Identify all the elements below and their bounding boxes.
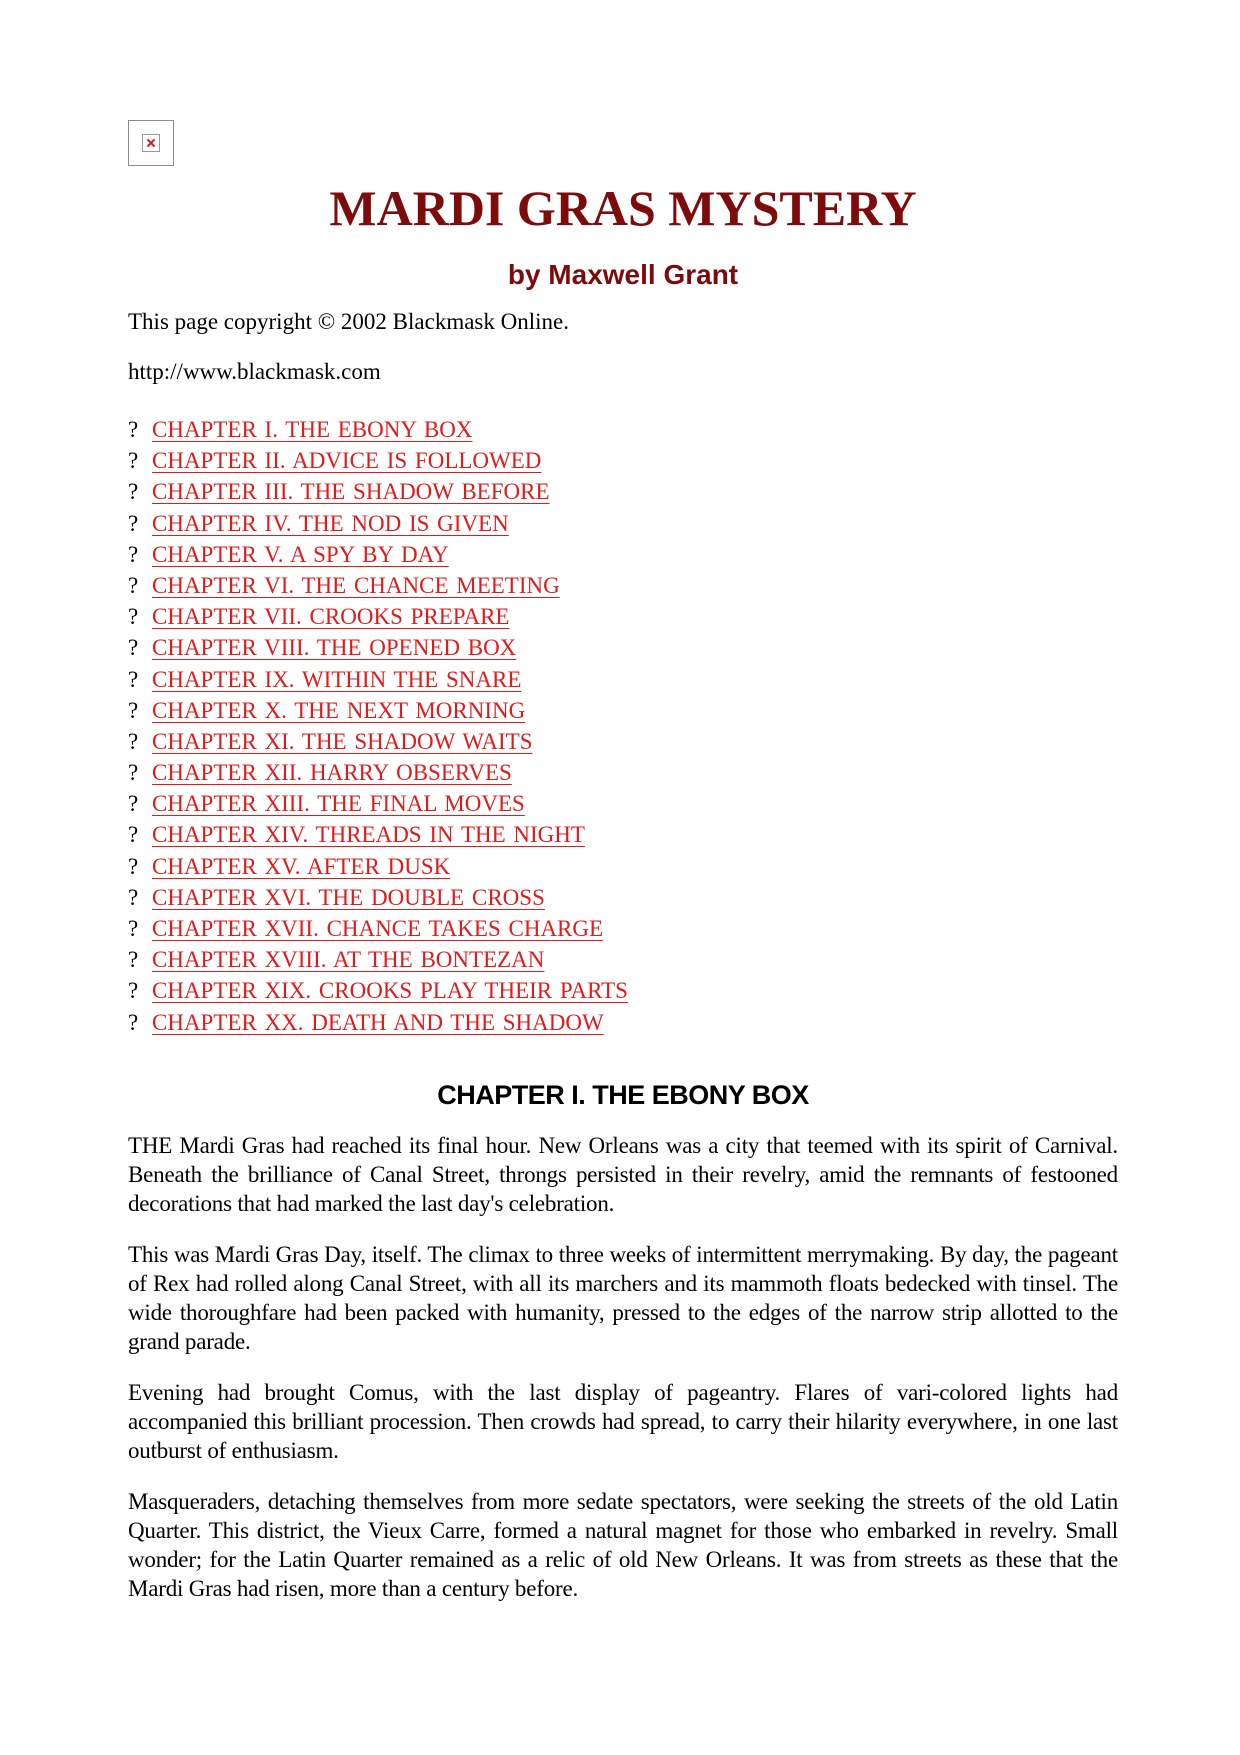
chapter-body bbox=[128, 1131, 1118, 1625]
broken-image-x-icon bbox=[142, 134, 160, 152]
toc-chapter-link[interactable]: CHAPTER VIII. THE OPENED BOX bbox=[152, 635, 517, 661]
toc-chapter-link[interactable]: CHAPTER XII. HARRY OBSERVES bbox=[152, 760, 512, 786]
toc-bullet: ? bbox=[128, 417, 139, 442]
toc-item bbox=[128, 726, 628, 757]
toc-chapter-link[interactable]: CHAPTER XX. DEATH AND THE SHADOW bbox=[152, 1009, 604, 1035]
toc-chapter-link[interactable]: CHAPTER XVIII. AT THE BONTEZAN bbox=[152, 947, 545, 973]
toc-bullet: ? bbox=[128, 510, 139, 536]
toc-item bbox=[128, 508, 628, 539]
body-paragraph: This was Mardi Gras Day, itself. The climax to three weeks of intermittent merrymaking. By day, the pageant of Rex had rolled along Canal Street, with all its marchers and its mammoth floats bedecked with tinsel. The wide thoroughfare had been packed with humanity, pressed to the edges of the narrow strip allotted to the grand parade. bbox=[128, 1242, 1118, 1354]
toc-item bbox=[128, 819, 628, 850]
toc-item bbox=[128, 664, 628, 695]
toc-item bbox=[128, 975, 628, 1006]
toc-bullet: ? bbox=[128, 666, 139, 692]
toc-bullet: ? bbox=[128, 853, 139, 879]
copyright-notice: This page copyright © 2002 Blackmask Online. bbox=[128, 309, 569, 334]
toc-chapter-link[interactable]: CHAPTER VI. THE CHANCE MEETING bbox=[152, 572, 560, 598]
toc-item bbox=[128, 695, 628, 726]
toc-item bbox=[128, 445, 628, 476]
toc-chapter-link[interactable]: CHAPTER XVI. THE DOUBLE CROSS bbox=[152, 884, 545, 910]
toc-bullet: ? bbox=[128, 884, 139, 910]
toc-bullet: ? bbox=[128, 728, 139, 754]
toc-item bbox=[128, 476, 628, 507]
toc-chapter-link[interactable]: CHAPTER XIII. THE FINAL MOVES bbox=[152, 791, 525, 817]
toc-item bbox=[128, 632, 628, 663]
toc-chapter-link[interactable]: CHAPTER X. THE NEXT MORNING bbox=[152, 697, 526, 723]
toc-item bbox=[128, 539, 628, 570]
toc-bullet: ? bbox=[128, 541, 139, 567]
body-paragraph: Evening had brought Comus, with the last display of pageantry. Flares of vari-colored lights had accompanied this brilliant procession. Then crowds had spread, to carry their hilarity everywhere, in one last outburst of enthusiasm. bbox=[128, 1380, 1118, 1463]
toc-bullet: ? bbox=[128, 448, 139, 474]
body-paragraph: THE Mardi Gras had reached its final hour. New Orleans was a city that teemed with its spirit of Carnival. Beneath the brilliance of Canal Street, throngs persisted in their revelry, amid the remnants of festooned decorations that had marked the last day's celebration. bbox=[128, 1133, 1118, 1216]
toc-chapter-link[interactable]: CHAPTER XIX. CROOKS PLAY THEIR PARTS bbox=[152, 978, 628, 1004]
toc-bullet: ? bbox=[128, 697, 139, 723]
table-of-contents bbox=[128, 414, 628, 1038]
chapter-heading: CHAPTER I. THE EBONY BOX bbox=[437, 1080, 809, 1110]
toc-chapter-link[interactable]: CHAPTER XVII. CHANCE TAKES CHARGE bbox=[152, 916, 604, 941]
toc-chapter-link[interactable]: CHAPTER V. A SPY BY DAY bbox=[152, 541, 449, 567]
toc-bullet: ? bbox=[128, 978, 139, 1004]
toc-item bbox=[128, 601, 628, 632]
toc-bullet: ? bbox=[128, 822, 139, 848]
toc-bullet: ? bbox=[128, 947, 139, 973]
document-title: MARDI GRAS MYSTERY bbox=[329, 180, 917, 236]
toc-item bbox=[128, 788, 628, 819]
toc-chapter-link[interactable]: CHAPTER XIV. THREADS IN THE NIGHT bbox=[152, 822, 585, 848]
toc-item bbox=[128, 757, 628, 788]
toc-bullet: ? bbox=[128, 479, 139, 505]
author-byline: by Maxwell Grant bbox=[507, 259, 739, 290]
toc-bullet: ? bbox=[128, 572, 139, 598]
toc-item bbox=[128, 944, 628, 975]
toc-chapter-link[interactable]: CHAPTER IV. THE NOD IS GIVEN bbox=[152, 510, 509, 536]
toc-item bbox=[128, 1007, 628, 1038]
toc-chapter-link[interactable]: CHAPTER VII. CROOKS PREPARE bbox=[152, 604, 510, 630]
toc-chapter-link[interactable]: CHAPTER I. THE EBONY BOX bbox=[152, 417, 473, 442]
toc-bullet: ? bbox=[128, 1009, 139, 1035]
toc-bullet: ? bbox=[128, 604, 139, 630]
toc-item bbox=[128, 570, 628, 601]
toc-chapter-link[interactable]: CHAPTER XV. AFTER DUSK bbox=[152, 853, 451, 879]
broken-image-icon bbox=[128, 120, 174, 166]
toc-item bbox=[128, 414, 628, 445]
toc-bullet: ? bbox=[128, 916, 139, 941]
source-url: http://www.blackmask.com bbox=[128, 359, 381, 384]
toc-bullet: ? bbox=[128, 760, 139, 786]
toc-item bbox=[128, 882, 628, 913]
toc-chapter-link[interactable]: CHAPTER III. THE SHADOW BEFORE bbox=[152, 479, 550, 505]
toc-item bbox=[128, 851, 628, 882]
toc-bullet: ? bbox=[128, 791, 139, 817]
toc-chapter-link[interactable]: CHAPTER XI. THE SHADOW WAITS bbox=[152, 728, 533, 754]
toc-item bbox=[128, 913, 628, 944]
toc-bullet: ? bbox=[128, 635, 139, 661]
toc-chapter-link[interactable]: CHAPTER II. ADVICE IS FOLLOWED bbox=[152, 448, 542, 474]
body-paragraph: Masqueraders, detaching themselves from more sedate spectators, were seeking the streets of the old Latin Quarter. This district, the Vieux Carre, formed a natural magnet for those who embarked in revelry. Small wonder; for the Latin Quarter remained as a relic of old New Orleans. It was from streets as these that the Mardi Gras had risen, more than a century before. bbox=[128, 1489, 1118, 1601]
toc-chapter-link[interactable]: CHAPTER IX. WITHIN THE SNARE bbox=[152, 666, 522, 692]
